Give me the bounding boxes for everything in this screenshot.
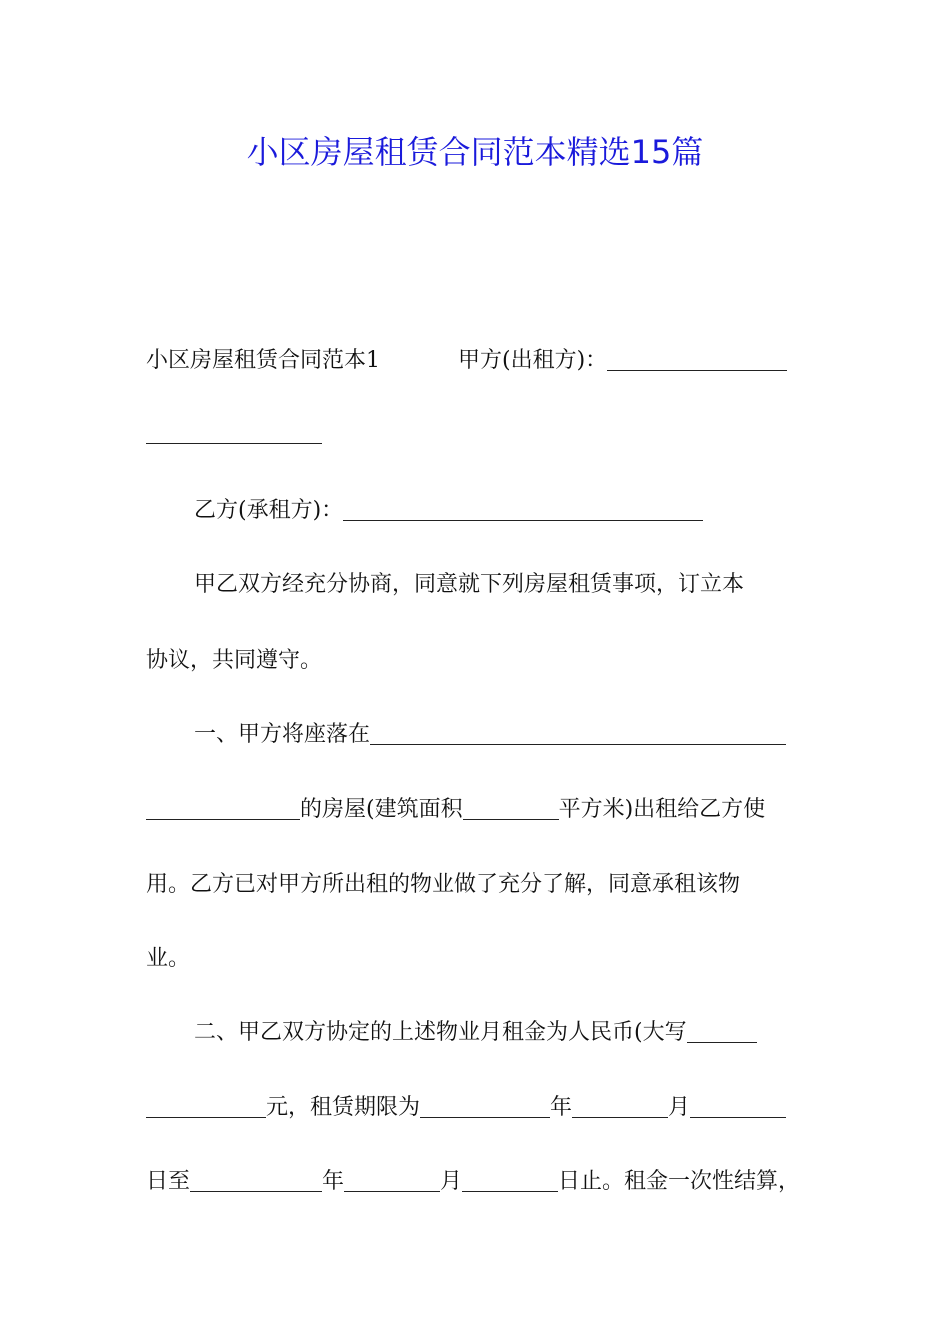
- rent-amount-blank[interactable]: [687, 1020, 757, 1043]
- document-title: 小区房屋租赁合同范本精选15篇: [246, 133, 704, 171]
- party-a-blank-continued[interactable]: [146, 443, 322, 444]
- start-day-blank[interactable]: [690, 1095, 786, 1118]
- party-a-line: [458, 346, 787, 376]
- rent-amount-blank-continued[interactable]: [146, 1095, 266, 1118]
- preamble-line-1: 甲乙双方经充分协商，同意就下列房屋租赁事项，订立本: [194, 572, 745, 597]
- clause1-mid: 的房屋(建筑面积: [300, 797, 463, 822]
- end-month-label: 月: [440, 1169, 463, 1194]
- clause2-yuan: 元，租赁期限为: [266, 1095, 421, 1120]
- clause1-line-3: 用。乙方已对甲方所出租的物业做了充分了解，同意承租该物: [146, 872, 741, 897]
- section-heading-line: [146, 346, 380, 376]
- end-day-blank[interactable]: [462, 1169, 558, 1192]
- start-month-label: 月: [668, 1095, 691, 1120]
- clause2-start: 二、甲乙双方协定的上述物业月租金为人民币(大写: [194, 1020, 687, 1045]
- clause1-end: 平方米)出租给乙方使: [558, 797, 766, 822]
- clause2-line-1: [194, 1018, 757, 1048]
- party-a-blank[interactable]: [607, 348, 787, 371]
- clause2-line-2: [146, 1093, 786, 1123]
- end-month-blank[interactable]: [344, 1169, 440, 1192]
- clause1-line-4: 业。: [146, 946, 191, 971]
- section-heading: 小区房屋租赁合同范本1: [146, 348, 380, 373]
- preamble-line-2: 协议，共同遵守。: [146, 648, 323, 673]
- end-year-blank[interactable]: [190, 1169, 322, 1192]
- party-b-label: 乙方(承租方)：: [194, 498, 344, 523]
- clause1-line-2: [146, 795, 765, 825]
- day-to-label: 日至: [146, 1169, 191, 1194]
- area-blank[interactable]: [463, 797, 559, 820]
- clause2-end: 日止。租金一次性结算，: [558, 1169, 801, 1194]
- end-year-label: 年: [322, 1169, 345, 1194]
- clause1-line-1: [194, 720, 786, 750]
- party-b-blank[interactable]: [343, 498, 703, 521]
- start-month-blank[interactable]: [572, 1095, 668, 1118]
- party-b-line: [194, 496, 703, 526]
- start-year-label: 年: [550, 1095, 573, 1120]
- clause2-line-3: [146, 1167, 800, 1197]
- start-year-blank[interactable]: [420, 1095, 550, 1118]
- clause1-start: 一、甲方将座落在: [194, 722, 371, 747]
- location-blank-continued[interactable]: [146, 797, 300, 820]
- location-blank[interactable]: [370, 722, 786, 745]
- party-a-label: 甲方(出租方)：: [458, 348, 608, 373]
